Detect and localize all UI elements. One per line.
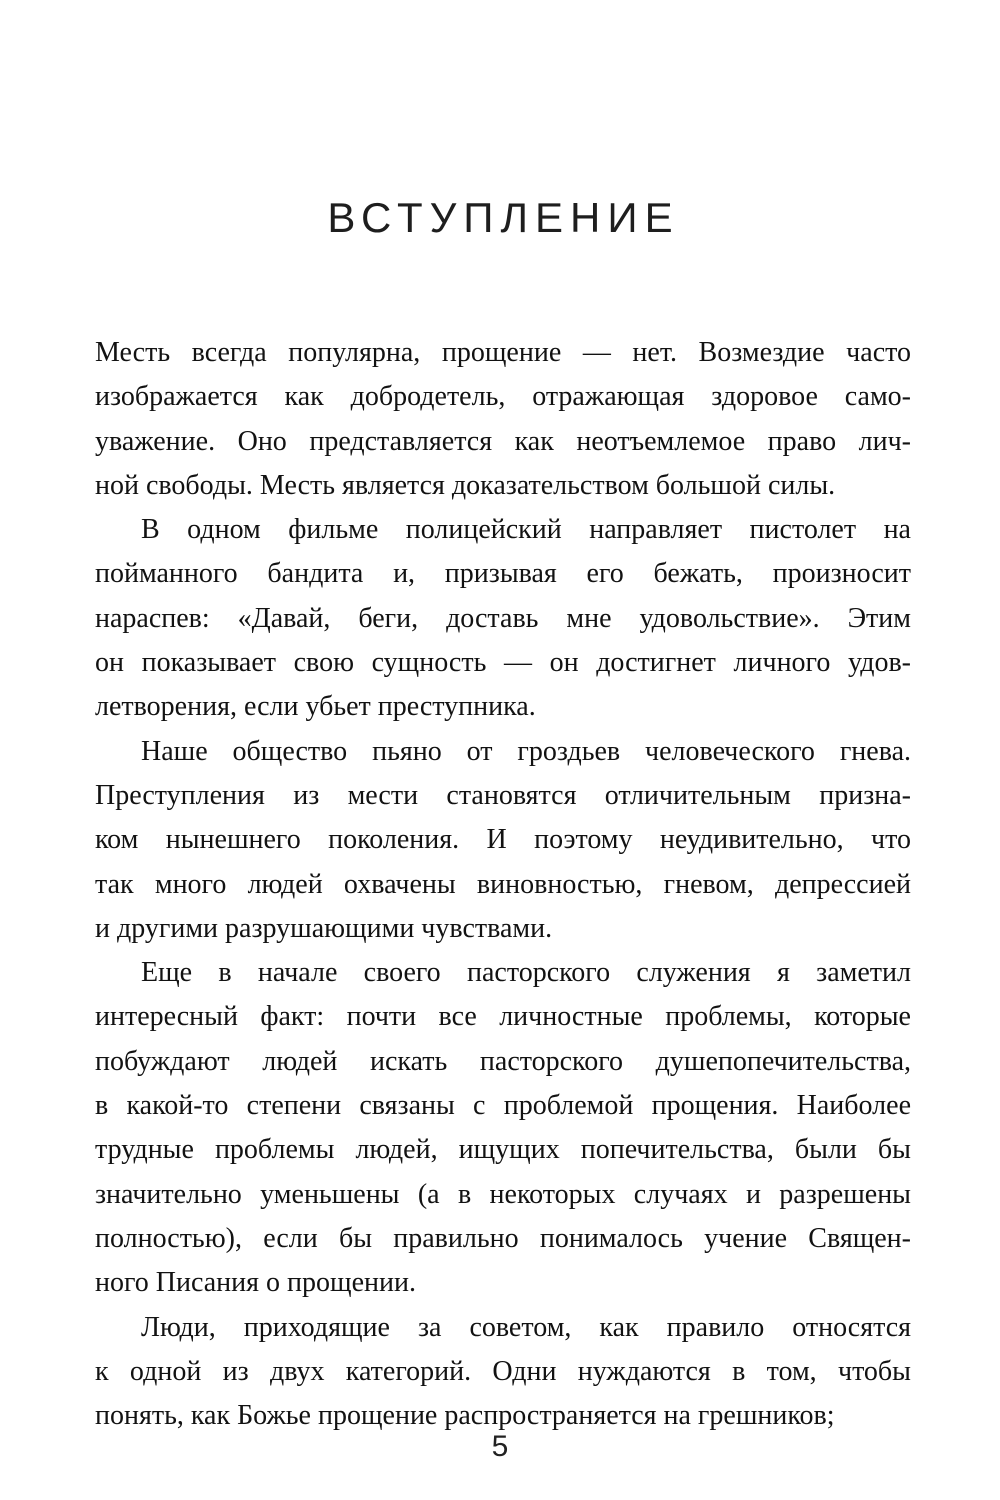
body-text — [95, 331, 911, 1438]
text-line: ного Писания о прощении. — [95, 1267, 416, 1299]
text-line: в какой-то степени связаны с проблемой прощения. Наиболее — [95, 1090, 911, 1122]
text-line: ной свободы. Месть является доказательством большой силы. — [95, 469, 836, 501]
text-line: трудные проблемы людей, ищущих попечительства, были бы — [95, 1134, 911, 1166]
page-title: ВСТУПЛЕНИЕ — [327, 194, 680, 241]
page-number: 5 — [491, 1430, 509, 1463]
text-line: побуждают людей искать пасторского душепопечительства, — [95, 1045, 911, 1077]
text-line: значительно уменьшены (а в некоторых случаях и разрешены — [95, 1178, 911, 1210]
text-line: и другими разрушающими чувствами. — [95, 912, 553, 944]
text-line: Преступления из мести становятся отличительным призна- — [95, 779, 911, 811]
text-line: В одном фильме полицейский направляет пистолет на — [141, 514, 911, 546]
text-line: понять, как Божье прощение распространяется на грешников; — [95, 1400, 835, 1432]
text-line: пойманного бандита и, призывая его бежать, произносит — [95, 558, 911, 590]
text-line: Месть всегда популярна, прощение — нет. Возмездие часто — [95, 337, 911, 368]
text-line: летворения, если убьет преступника. — [95, 691, 536, 723]
text-line: интересный факт: почти все личностные проблемы, которые — [95, 1001, 911, 1033]
text-line: Наше общество пьяно от гроздьев человеческого гнева. — [141, 735, 911, 767]
text-line: изображается как добродетель, отражающая здоровое само- — [95, 381, 911, 413]
text-line: уважение. Оно представляется как неотъемлемое право лич- — [95, 425, 911, 457]
text-line: Еще в начале своего пасторского служения я заметил — [141, 957, 911, 989]
text-line: нараспев: «Давай, беги, доставь мне удовольствие». Этим — [95, 602, 911, 634]
text-line: Люди, приходящие за советом, как правило относятся — [141, 1311, 911, 1343]
text-line: к одной из двух категорий. Одни нуждаются в том, чтобы — [95, 1355, 911, 1387]
text-line: полностью), если бы правильно понималось учение Священ- — [95, 1222, 911, 1254]
text-line: ком нынешнего поколения. И поэтому неудивительно, что — [95, 824, 911, 856]
text-line: так много людей охвачены виновностью, гневом, депрессией — [95, 868, 911, 900]
text-line: он показывает свою сущность — он достигнет личного удов- — [95, 647, 911, 679]
